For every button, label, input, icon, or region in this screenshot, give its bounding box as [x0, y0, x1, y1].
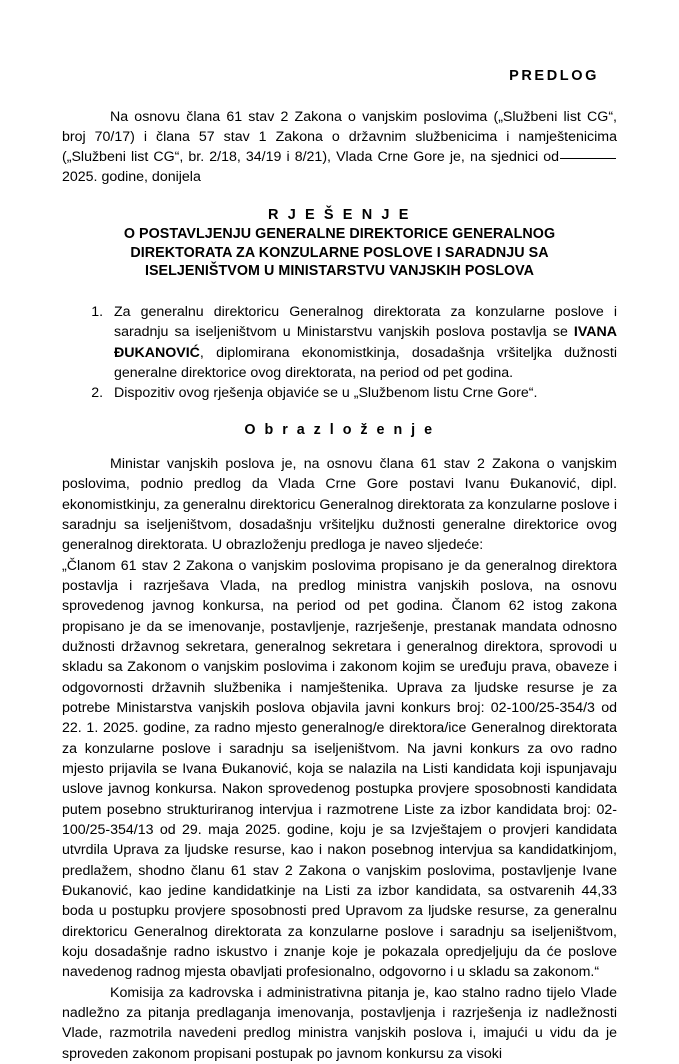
paragraph: „Članom 61 stav 2 Zakona o vanjskim poslovima propisano je da generalnog direktora postavlja i razrješava Vlada, na predlog ministra vanjskih poslova, na osnovu sprovedenog javnog konkursa, na period od pet godina. Članom 62 istog zakona propisano je da se imenovanje, postavljenje, razrješenje, prestanak mandata odnosno dužnosti državnog sekretara, generalnog sekretara i generalnog direktora, sprovodi u skladu sa Zakonom o vanjskim poslovima i zakonom kojim se uređuju prava, obaveze i odgovornosti državnih službenika i namještenika. Uprava za ljudske resurse je za potrebe Ministarstva vanjskih poslova objavila javni konkurs broj: 02-100/25-354/3 od 22. 1. 2025. godine, za radno mjesto generalnog/e direktora/ice Generalnog direktorata za konzularne poslove i saradnju sa iseljeništvom. Na javni konkurs za ovo radno mjesto prijavila se Ivana Đukanović, koja se nalazila na Listi kandidata koji ispunjavaju uslove javnog konkursa. Nakon sprovedenog postupka provjere sposobnosti kandidata putem posebno strukturiranog intervjua i razmotrene Liste za izbor kandidata broj: 02-100/25-354/13 od 29. maja 2025. godine, koju je sa Izvještajem o provjeri kandidata utvrdila Uprava za ljudske resurse, kao i nakon posebnog intervjua sa kandidatkinjom, predlažem, shodno članu 61 stav 2 Zakona o vanjskim poslovima, postavljenje Ivane Đukanović, kao jedine kandidatkinje na Listi za izbor kandidata, sa ostvarenih 44,33 boda u postupku provjere sposobnosti pred Upravom za ljudske resurse, za generalnu direktoricu Generalnog direktorata za konzularne poslove i saradnju sa iseljeništvom, koju dosadašnje radno iskustvo i znanje koje je pokazala opredjeljuju da će poslove navedenog radnog mjesta obavljati profesionalno, odgovorno i u skladu sa zakonom.“: [62, 557, 617, 981]
document-label: PREDLOG: [509, 68, 599, 84]
intro-text-before-blank: Na osnovu člana 61 stav 2 Zakona o vanjskim poslovima („Službeni list CG“, broj 70/17) i člana 57 stav 1 Zakona o državnim službenicima i namještenicima („Službeni list CG“, br. 2/18, 34/19 i 8/21), Vlada Crne Gore je, na sjednici od: [62, 108, 617, 166]
explanation-body: [62, 454, 617, 1064]
title-line-2: DIREKTORATA ZA KONZULARNE POSLOVE I SARADNJU SA: [130, 244, 549, 261]
title-rjesenje: R J E Š E N J E: [268, 206, 411, 223]
item-text-part1: Dispozitiv ovog rješenja objaviće se u „Službenom listu Crne Gore“.: [114, 385, 538, 402]
intro-text-after-blank: 2025. godine, donijela: [62, 169, 201, 186]
fill-in-blank-line: [560, 158, 616, 159]
paragraph: Komisija za kadrovska i administrativna pitanja je, kao stalno radno tijelo Vlade nadležno za pitanja predlaganja imenovanja, postavljenja i razrješenja iz nadležnosti Vlade, razmotrila navedeni predlog ministra vanjskih poslova i, imajući u vidu da je sproveden zakonom propisani postupak po javnom konkursu za visoki: [62, 984, 617, 1062]
document-title-block: [62, 206, 617, 281]
item-text-part2: , diplomirana ekonomistkinja, dosadašnja vršiteljka dužnosti generalne direktorice ovog direktorata, na period od pet godina.: [114, 344, 617, 381]
item-appointee-name: IVANA ĐUKANOVIĆ: [114, 324, 617, 361]
intro-paragraph: [62, 107, 617, 188]
item-text-part1: Za generalnu direktoricu Generalnog direktorata za konzularne poslove i saradnju sa iseljeništvom u Ministarstvu vanjskih poslova postavlja se: [114, 304, 617, 341]
list-item: [107, 383, 617, 403]
explanation-heading: O b r a z l o ž e n j e: [244, 421, 435, 438]
decision-items-list: [62, 302, 617, 403]
title-line-3: ISELJENIŠTVOM U MINISTARSTVU VANJSKIH POSLOVA: [144, 263, 535, 280]
paragraph: Ministar vanjskih poslova je, na osnovu člana 61 stav 2 Zakona o vanjskim poslovima, podnio predlog da Vlada Crne Gore postavi Ivanu Đukanović, dipl. ekonomistkinju, za generalnu direktoricu Generalnog direktorata za konzularne poslove i saradnju sa iseljeništvom, dosadašnju vršiteljku dužnosti generalne direktorice ovog generalnog direktorata. U obrazloženju predloga je naveo sljedeće:: [62, 455, 617, 554]
list-item: [107, 302, 617, 383]
title-line-1: O POSTAVLJENJU GENERALNE DIREKTORICE GENERALNOG: [123, 226, 556, 243]
